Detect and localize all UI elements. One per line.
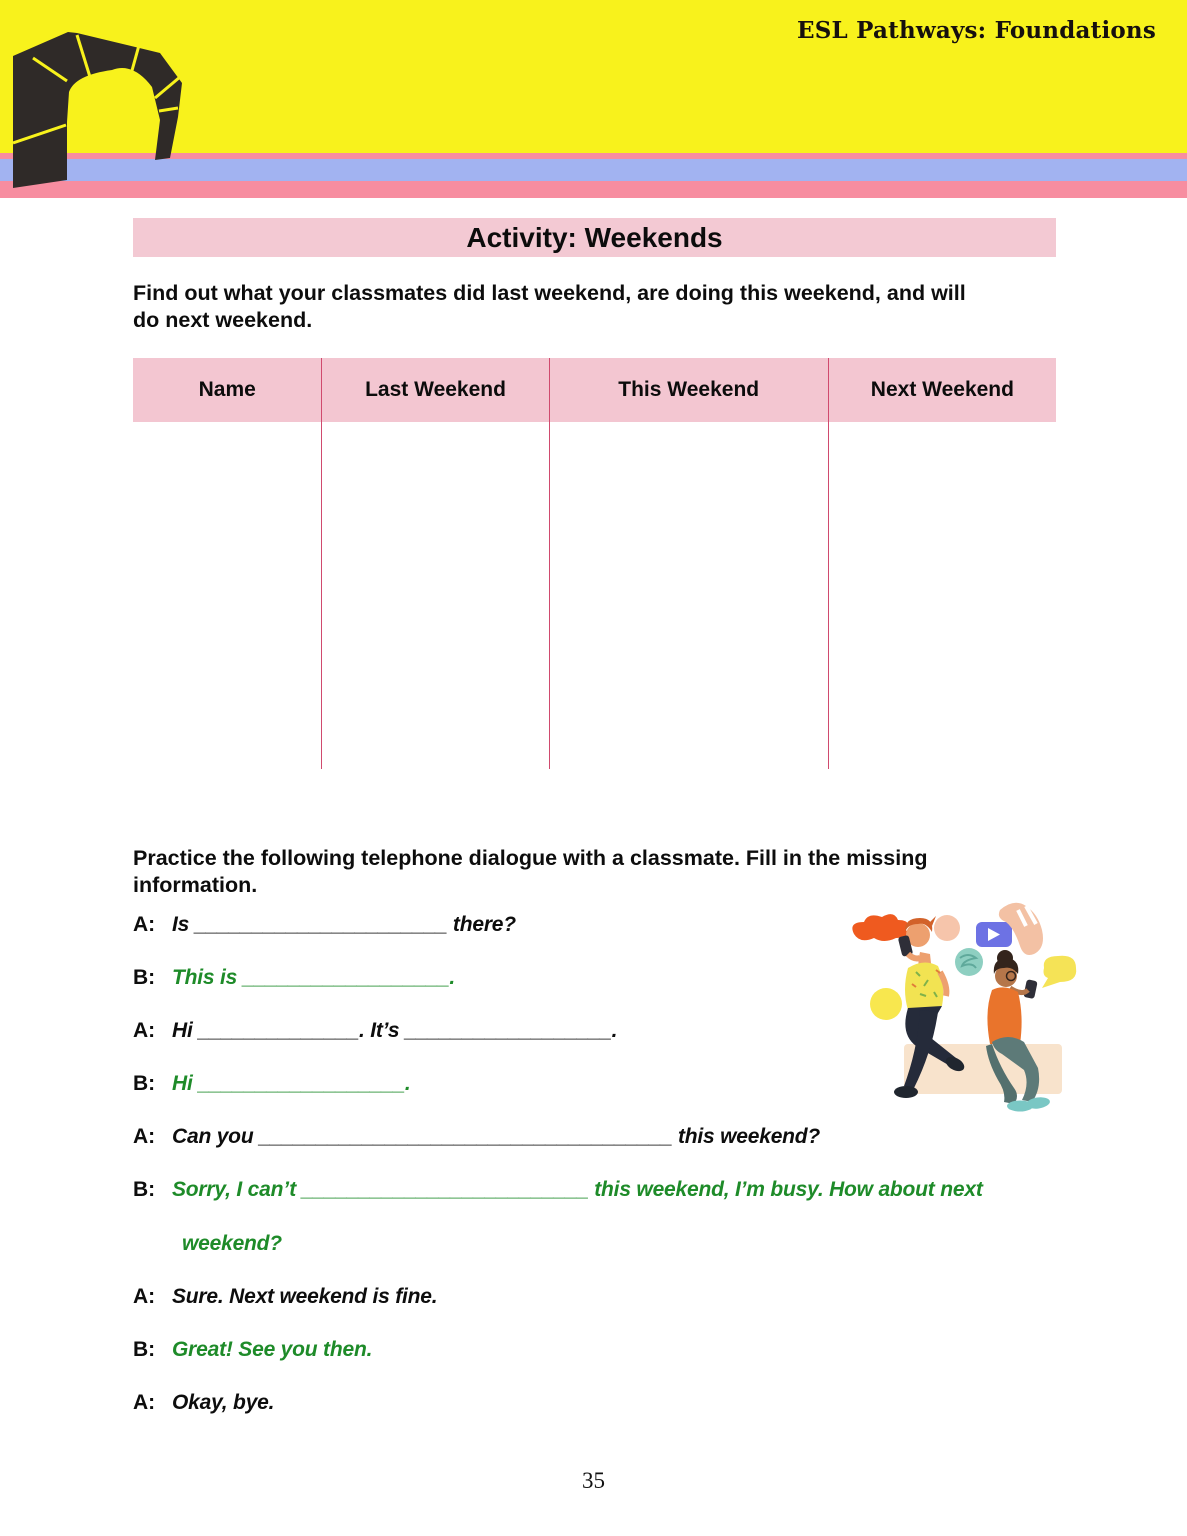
dialogue-line	[133, 1178, 983, 1202]
activity-banner-title: Activity: Weekends	[466, 221, 723, 253]
table-body-empty	[133, 422, 1056, 769]
intro-text	[133, 280, 1093, 334]
dialogue-text: Sorry, I can’t _________________________ this weekend, I’m busy. How about next	[172, 1178, 983, 1201]
yellow-speech-bubble	[1042, 956, 1076, 988]
dialogue-line	[133, 1285, 437, 1309]
speaker-label: A:	[133, 1125, 156, 1148]
practice-text	[133, 845, 1093, 899]
weekends-table	[133, 358, 1056, 769]
speaker-label: A:	[133, 1019, 156, 1042]
dialogue-line-continuation	[182, 1232, 282, 1256]
practice-line-2: information.	[133, 873, 258, 897]
column-header-name: Name	[198, 378, 256, 401]
dialogue-text: This is __________________.	[172, 966, 456, 989]
dialogue-text: Is ______________________ there?	[172, 913, 516, 936]
dialogue-line	[133, 1125, 820, 1149]
dialogue-line	[133, 1391, 274, 1415]
dialogue-text: Hi __________________.	[172, 1072, 411, 1095]
dialogue-line	[133, 966, 455, 990]
speaker-label: B:	[133, 1178, 156, 1201]
play-icon	[976, 922, 1012, 947]
yellow-circle	[870, 988, 902, 1020]
dialogue-text: Sure. Next weekend is fine.	[172, 1285, 438, 1308]
dialogue-text: Okay, bye.	[172, 1391, 275, 1414]
activity-banner	[133, 218, 1056, 257]
table-body-cell-this-weekend	[549, 422, 828, 769]
intro-line-1: Find out what your classmates did last weekend, are doing this weekend, and will	[133, 281, 966, 305]
column-header-next-weekend: Next Weekend	[828, 358, 1056, 422]
dialogue-line	[133, 913, 516, 937]
dialogue-line	[133, 1338, 372, 1362]
dialogue-text: Great! See you then.	[172, 1338, 373, 1361]
page-number: 35	[582, 1468, 605, 1493]
intro-line-2: do next weekend.	[133, 308, 313, 332]
speaker-label: A:	[133, 1285, 156, 1308]
table-body-cell-last-weekend	[321, 422, 548, 769]
column-header-last-weekend: Last Weekend	[321, 358, 548, 422]
dialogue-text: Hi ______________. It’s __________________.	[172, 1019, 618, 1042]
table-body-cell-name	[133, 422, 321, 769]
speaker-label: A:	[133, 913, 156, 936]
two-people-phones-illustration	[842, 892, 1078, 1122]
speaker-label: A:	[133, 1391, 156, 1414]
speaker-label: B:	[133, 966, 156, 989]
column-header-this-weekend: This Weekend	[549, 358, 828, 422]
book-title: ESL Pathways: Foundations	[797, 17, 1156, 44]
dialogue-text: Can you ____________________________________ this weekend?	[172, 1125, 821, 1148]
dialogue-line	[133, 1072, 411, 1096]
arch-logo-icon	[13, 30, 183, 196]
peach-circle	[934, 915, 960, 941]
table-body-cell-next-weekend	[828, 422, 1056, 769]
practice-line-1: Practice the following telephone dialogue with a classmate. Fill in the missing	[133, 846, 928, 870]
table-header-row	[133, 358, 1056, 422]
speaker-label: B:	[133, 1072, 156, 1095]
dialogue-line	[133, 1019, 617, 1043]
speaker-label: B:	[133, 1338, 156, 1361]
orange-speech-cloud	[852, 914, 907, 941]
dialogue-text: weekend?	[182, 1232, 282, 1255]
teal-scribble-circle	[955, 948, 983, 976]
